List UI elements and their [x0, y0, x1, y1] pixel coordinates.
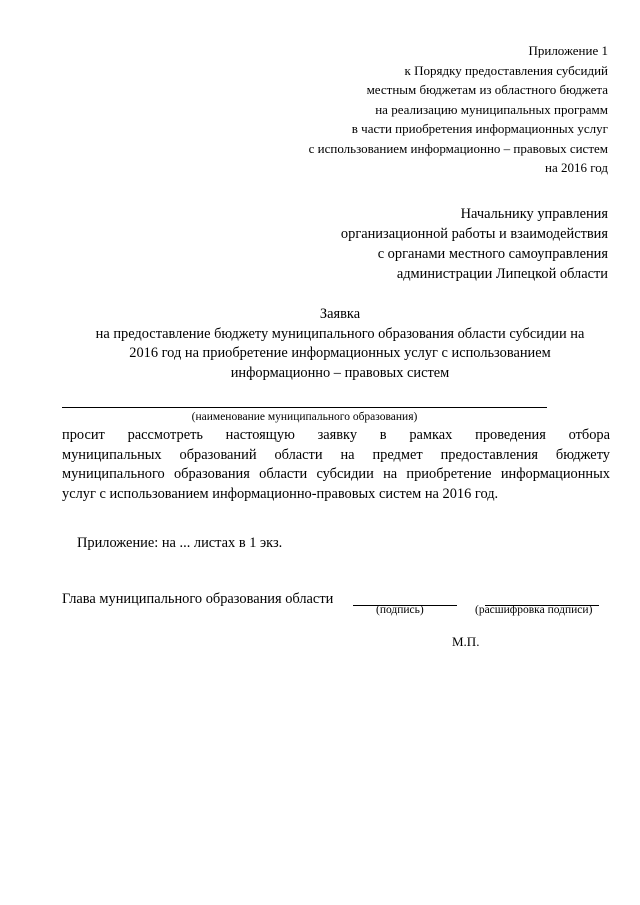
body-line: просит рассмотреть настоящую заявку в рамках проведения отбора [62, 427, 610, 443]
addressee-line: Начальнику управления [460, 206, 608, 222]
appendix-line: местным бюджетам из областного бюджета [366, 82, 608, 97]
signature-caption: (подпись) [376, 604, 424, 616]
addressee-line: организационной работы и взаимодействия [340, 226, 608, 242]
title-line: 2016 год на приобретение информационных услуг с использованием [129, 345, 551, 361]
appendix-header [309, 41, 608, 178]
addressee-line: администрации Липецкой области [396, 266, 608, 282]
signature-label: Глава муниципального образования области [62, 591, 334, 607]
addressee-block [341, 204, 608, 284]
appendix-line: Приложение 1 [528, 43, 608, 58]
appendix-line: в части приобретения информационных услуг [351, 121, 608, 136]
title-line: информационно – правовых систем [230, 364, 450, 381]
attachment-note: Приложение: на ... листах в 1 экз. [77, 535, 283, 551]
addressee-line: с органами местного самоуправления [377, 246, 608, 262]
body-line: муниципального образования области субсидии на приобретение информационных [62, 466, 610, 482]
appendix-line: на реализацию муниципальных программ [375, 101, 608, 117]
request-body [62, 426, 610, 504]
municipality-name-caption: (наименование муниципального образования) [191, 411, 418, 423]
body-line: услуг с использованием информационно-правовых систем на 2016 год. [62, 485, 499, 502]
appendix-line: на 2016 год [545, 160, 608, 175]
appendix-line: с использованием информационно – правовых систем [308, 140, 608, 156]
document-title [60, 305, 620, 383]
title-heading: Заявка [319, 306, 361, 322]
appendix-line: к Порядку предоставления субсидий [404, 62, 608, 78]
stamp-place: М.П. [452, 634, 480, 649]
body-line: муниципальных образований области на предмет предоставления бюджету [62, 446, 610, 463]
municipality-name-field-line [62, 407, 547, 408]
signature-decode-caption: (расшифровка подписи) [475, 604, 593, 616]
title-line: на предоставление бюджету муниципального образования области субсидии на [95, 325, 585, 342]
